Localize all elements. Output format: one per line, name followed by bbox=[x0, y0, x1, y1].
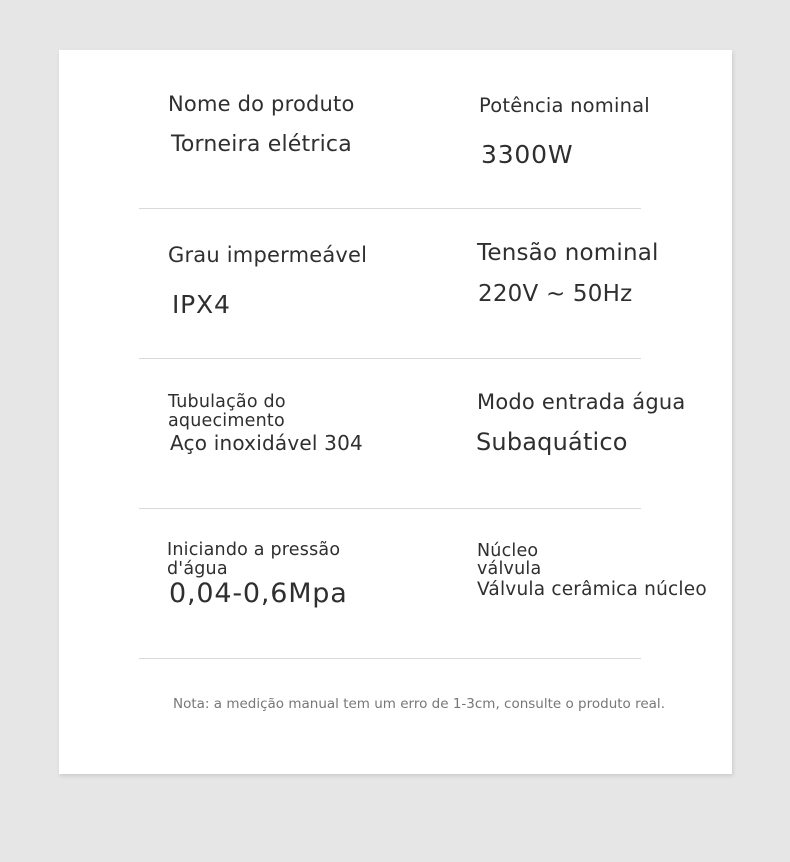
start-pressure-value: 0,04-0,6Mpa bbox=[169, 578, 348, 609]
row-divider bbox=[139, 208, 641, 209]
product-name-label: Nome do produto bbox=[168, 92, 355, 116]
start-pressure-label-line2: d'água bbox=[167, 559, 228, 579]
waterproof-value: IPX4 bbox=[172, 290, 231, 319]
spec-card bbox=[59, 50, 732, 774]
row-divider bbox=[139, 658, 641, 659]
waterproof-label: Grau impermeável bbox=[168, 243, 368, 267]
rated-voltage-value: 220V ~ 50Hz bbox=[478, 281, 633, 307]
heating-tube-label-line2: aquecimento bbox=[168, 411, 285, 431]
product-name-value: Torneira elétrica bbox=[171, 132, 352, 157]
heating-tube-label-line1: Tubulação do bbox=[168, 392, 286, 412]
row-divider bbox=[139, 508, 641, 509]
row-divider bbox=[139, 358, 641, 359]
water-inlet-label: Modo entrada água bbox=[477, 390, 686, 414]
valve-core-label-line1: Núcleo bbox=[477, 541, 539, 561]
valve-core-label-line2: válvula bbox=[477, 559, 542, 579]
rated-voltage-label: Tensão nominal bbox=[477, 240, 659, 266]
measurement-note: Nota: a medição manual tem um erro de 1-3cm, consulte o produto real. bbox=[173, 696, 665, 712]
heating-tube-value: Aço inoxidável 304 bbox=[170, 431, 363, 455]
water-inlet-value: Subaquático bbox=[476, 428, 628, 456]
rated-power-label: Potência nominal bbox=[479, 94, 650, 117]
rated-power-value: 3300W bbox=[481, 140, 574, 169]
valve-core-value: Válvula cerâmica núcleo bbox=[477, 579, 707, 600]
start-pressure-label-line1: Iniciando a pressão bbox=[167, 540, 341, 560]
